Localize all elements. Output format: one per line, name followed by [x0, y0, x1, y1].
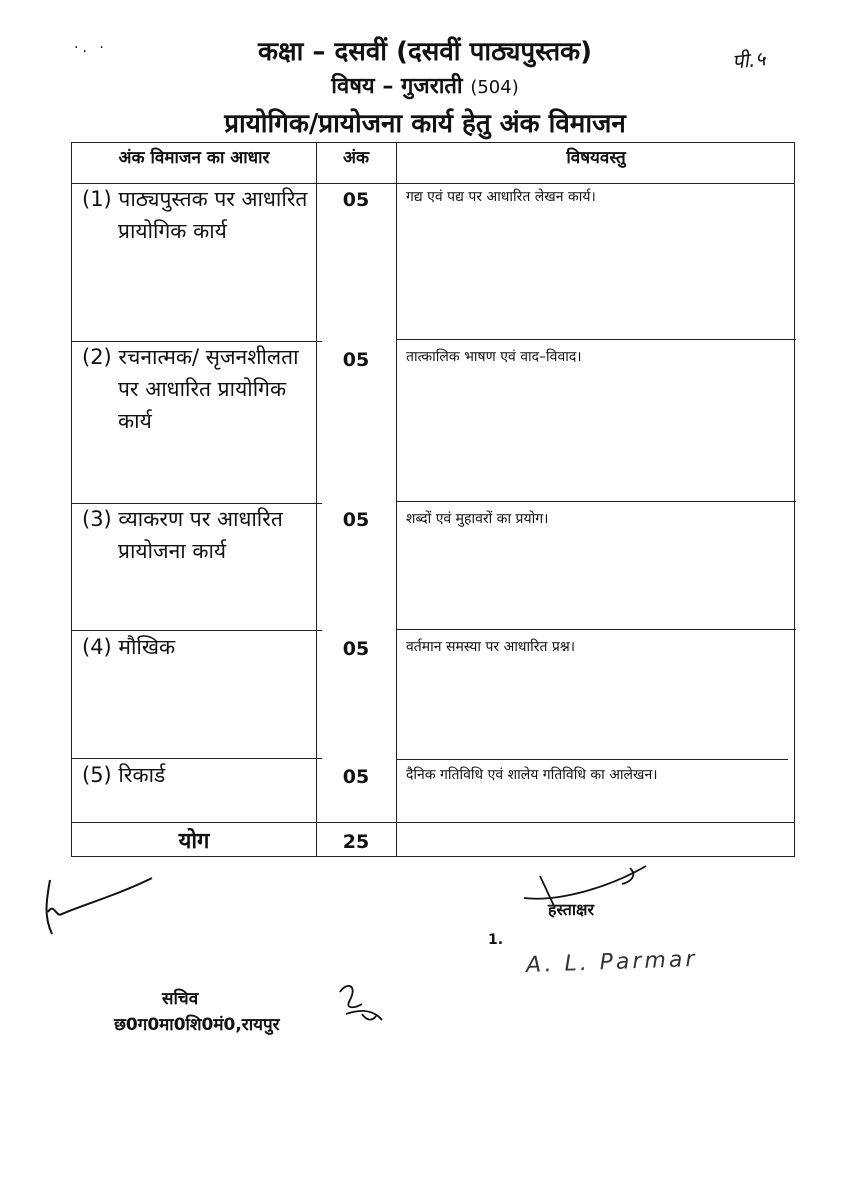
row-content: वर्तमान समस्या पर आधारित प्रश्न।: [406, 639, 576, 655]
row-basis: (1) पाठ्यपुस्तक पर आधारित प्रायोगिक कार्य: [82, 187, 308, 243]
row-basis: (5) रिकार्ड: [82, 763, 166, 787]
marks-distribution-table: [71, 142, 795, 857]
row-basis: (4) मौखिक: [82, 635, 176, 659]
row-basis: (2) रचनात्मक/ सृजनशीलता पर आधारित प्रायोगिक कार्य: [82, 345, 299, 433]
subject-name: विषय – गुजराती: [331, 74, 463, 99]
row-marks: 05: [342, 638, 370, 660]
row-basis: (3) व्याकरण पर आधारित प्रायोजना कार्य: [82, 507, 283, 563]
signature-number: 1.: [488, 932, 504, 948]
column-divider: [396, 143, 397, 856]
row-rule: [396, 339, 796, 340]
row-marks: 05: [342, 509, 370, 531]
left-signature-scribble: [40, 872, 160, 942]
row-content: गद्य एवं पद्य पर आधारित लेखन कार्य।: [406, 189, 596, 205]
row-rule: [396, 759, 788, 760]
row-rule: [396, 629, 796, 630]
document-title: प्रायोगिक/प्रायोजना कार्य हेतु अंक विमाजन: [224, 109, 626, 139]
secretary-title: सचिव: [162, 989, 199, 1009]
column-divider: [316, 143, 317, 856]
page-mark: पी.५: [730, 46, 767, 74]
total-marks: 25: [342, 831, 370, 853]
subject-code: (504): [470, 77, 519, 98]
row-marks: 05: [342, 766, 370, 788]
class-heading: कक्षा – दसवीं (दसवीं पाठ्यपुस्तक): [258, 37, 592, 67]
row-content: शब्दों एवं मुहावरों का प्रयोग।: [406, 511, 549, 527]
total-rule: [72, 822, 794, 823]
scan-specks: ·. ·: [74, 40, 108, 56]
subject-heading: [0, 70, 850, 100]
row-content: दैनिक गतिविधि एवं शालेय गतिविधि का आलेखन।: [406, 767, 658, 783]
column-header-marks: अंक: [342, 148, 370, 168]
row-marks: 05: [342, 349, 370, 371]
signature-label: हस्ताक्षर: [548, 900, 595, 919]
signatory-name: A. L. Parmar: [525, 947, 698, 978]
row-marks: 05: [342, 189, 370, 211]
secretary-office: छ0ग0मा0शि0मं0,रायपुर: [114, 1015, 280, 1035]
row-rule: [396, 501, 796, 502]
row-content: तात्कालिक भाषण एवं वाद–विवाद।: [406, 349, 582, 365]
column-header-content: विषयवस्तु: [566, 148, 626, 168]
column-header-basis: अंक विमाजन का आधार: [118, 148, 270, 168]
secretary-signature: [332, 980, 392, 1028]
total-label: योग: [178, 829, 210, 854]
